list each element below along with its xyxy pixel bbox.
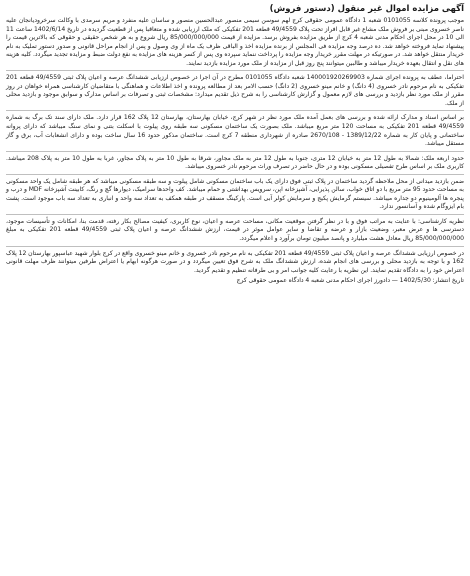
notice-title: آگهی مزایده اموال غیر منقول (دستور فروش): [269, 4, 464, 14]
notice-paragraph-property-details: بر اساس اسناد و مدارک ارائه شده و بررسی های بعمل آمده ملک مورد نظر در شهر کرج، خیابان بهارستان، بهارستان 12 پلاک 162 قرار دارد. ملک دارای سند تک برگ به شماره 49/4559 قطعه 201 تفکیکی به مساحت 120 متر مربع میباشد. ملک بصورت یک ساختمان مسکونی سه طبقه روی پیلوت با اسکلت بتنی و نمای سنگ میباشد که دارای پروانه ساختمانی و پایان کار به شماره 1389/12/22 - 2670/108 صادره از شهرداری منطقه 7 کرج است. ساختمان مذکور حدود 16 سال ساخت بوده و دارای انشعابات آب، برق و گاز مستقل میباشد.: [6, 114, 464, 148]
divider: [6, 246, 464, 247]
divider: [6, 151, 464, 152]
notice-paragraph-summary: در خصوص ارزیابی ششدانگ عرصه و اعیان پلاک ثبتی 49/4559 قطعه 201 تفکیکی به نام مرحوم نادر خسروی و خانم مینو خسروی واقع در کرج بلوار شهید عباسپور بهارستان 12 پلاک 162 و با توجه به بازدید محلی و بررسی های انجام شده، ارزش ششدانگ ملک به شرح فوق تعیین میگردد و در صورت هرگونه ابهام یا اعتراض طرفین میتوانند ظرف مهلت قانونی اعتراض خود را به دادگاه تقدیم نمایند. این نظریه با رعایت کلیه جوانب امر و بی طرفانه تنظیم و تقدیم گردید.: [6, 249, 465, 274]
divider: [6, 174, 464, 175]
divider: [6, 70, 464, 71]
divider: [6, 110, 464, 111]
notice-paragraph-auction-terms: موجب پرونده کلاسه 0101055 شعبه 1 دادگاه عمومی حقوقی کرج لهم سوسن سیمی منصور عبدالحسین منصور و ساسان علیه منفرد و مریم سرمدی با وکالت سرخرودیانجان علیه ناصر خسروی مبنی بر فروش ملک مشاع غیر قابل افراز تحت پلاک 49/4559 قطعه 201 تفکیکی که ملک ارزیابی شده و متعاقبا پس از قطعیت گردیده در تاریخ 1402/6/14 ساعت 11 الی 10 در محل اجرای احکام مدنی شعبه 4 کرج از طریق مزایده بفروش برسد. مزایده از قیمت 85/000/000/000 ریال شروع و به هر شخص حقیقی و حقوقی که بالاترین قیمت را پیشنهاد نماید فروخته خواهد شد. ده درصد وجه مزایده فی المجلس از برنده مزایده اخذ و الباقی ظرف یک ماه از وی وصول و پس از انجام مراحل قانونی و صدور دستور تملیک به نام خریدار منتقل خواهد شد. در صورتیکه در مهلت مقرر خریدار وجه مزایده را پرداخت ننماید سپرده وی پس از کسر هزینه های مزایده به نفع دولت ضبط و مزایده تجدید میگردد. کلیه هزینه های نقل و انتقال بعهده خریدار میباشد و طالبین میتوانند پنج روز قبل از مزایده از ملک مورد مزایده بازدید نمایند.: [6, 17, 464, 67]
divider: [6, 214, 464, 215]
notice-paragraph-case-reference: احتراما، عطف به پرونده اجرای شماره 140001920269903 شعبه دادگاه 0101055 مطرح در آن اجرا در خصوص ارزیابی ششدانگ عرصه و اعیان پلاک ثبتی 49/4559 قطعه 201 تفکیکی به نام مرحوم نادر خسروی (4 دانگ) و خانم مینو خسروی (2 دانگ) حسب الامر بعد از مطالعه پرونده و اخذ اطلاعات و هماهنگی با متقاضیان کارشناسی همراه خواهان در روز مقرر از ملک مورد نظر بازدید و بررسی های لازم معمول و گزارش کارشناسی را به شرح ذیل تقدیم میدارد: مشخصات ثبتی و تصرفات بر اساس مدارک و سوابق موجود و بازدید محلی از ملک.: [6, 74, 465, 107]
notice-paragraph-valuation: نظریه کارشناسی: با عنایت به مراتب فوق و با در نظر گرفتن موقعیت مکانی، مساحت عرصه و اعیان، نوع کاربری، کیفیت مصالح بکار رفته، قدمت بنا، امکانات و تأسیسات موجود، دسترسی ها و عرض معبر، وضعیت بازار و عرضه و تقاضا و سایر عوامل موثر در قیمت، ارزش ششدانگ عرصه و اعیان پلاک ثبتی 49/4559 قطعه 201 تفکیکی به مبلغ 85/000/000/000 ریال معادل هشت میلیارد و پانصد میلیون تومان برآورد و اعلام میگردد.: [6, 217, 465, 243]
notice-paragraph-boundaries: حدود اربعه ملک: شمالا به طول 12 متر به خیابان 12 متری، جنوبا به طول 12 متر به ملک مجاور، شرقا به طول 10 متر به پلاک مجاور، غربا به طول 10 متر به پلاک 208 میباشد. کاربری ملک بر اساس طرح تفصیلی مسکونی بوده و در حال حاضر در تصرف وراث مرحوم نادر خسروی میباشد.: [6, 154, 464, 171]
notice-paragraph-building-description: ضمن بازدید میدانی از محل ملاحظه گردید ساختمان در پلاک ثبتی فوق دارای یک باب ساختمان مسکونی شامل پیلوت و سه طبقه مسکونی میباشد که هر طبقه شامل یک واحد مسکونی به مساحت حدود 95 متر مربع با دو اتاق خواب، سالن پذیرایی، آشپزخانه اپن، سرویس بهداشتی و حمام میباشد. کف واحدها سرامیک، دیوارها گچ و رنگ، کابینت آشپزخانه MDF و درب و پنجره ها آلومینیوم دو جداره میباشد. سیستم گرمایش پکیج و سرمایش کولر آبی است. پارکینگ مسقف در طبقه همکف به تعداد سه واحد و انباری به تعداد سه باب موجود است. پشت بام ایزوگام شده و آسانسور ندارد.: [6, 177, 464, 211]
notice-paragraph-footer: تاریخ انتشار: 1402/5/30 — دادورز اجرای احکام مدنی شعبه 4 دادگاه عمومی حقوقی کرج: [236, 277, 464, 285]
